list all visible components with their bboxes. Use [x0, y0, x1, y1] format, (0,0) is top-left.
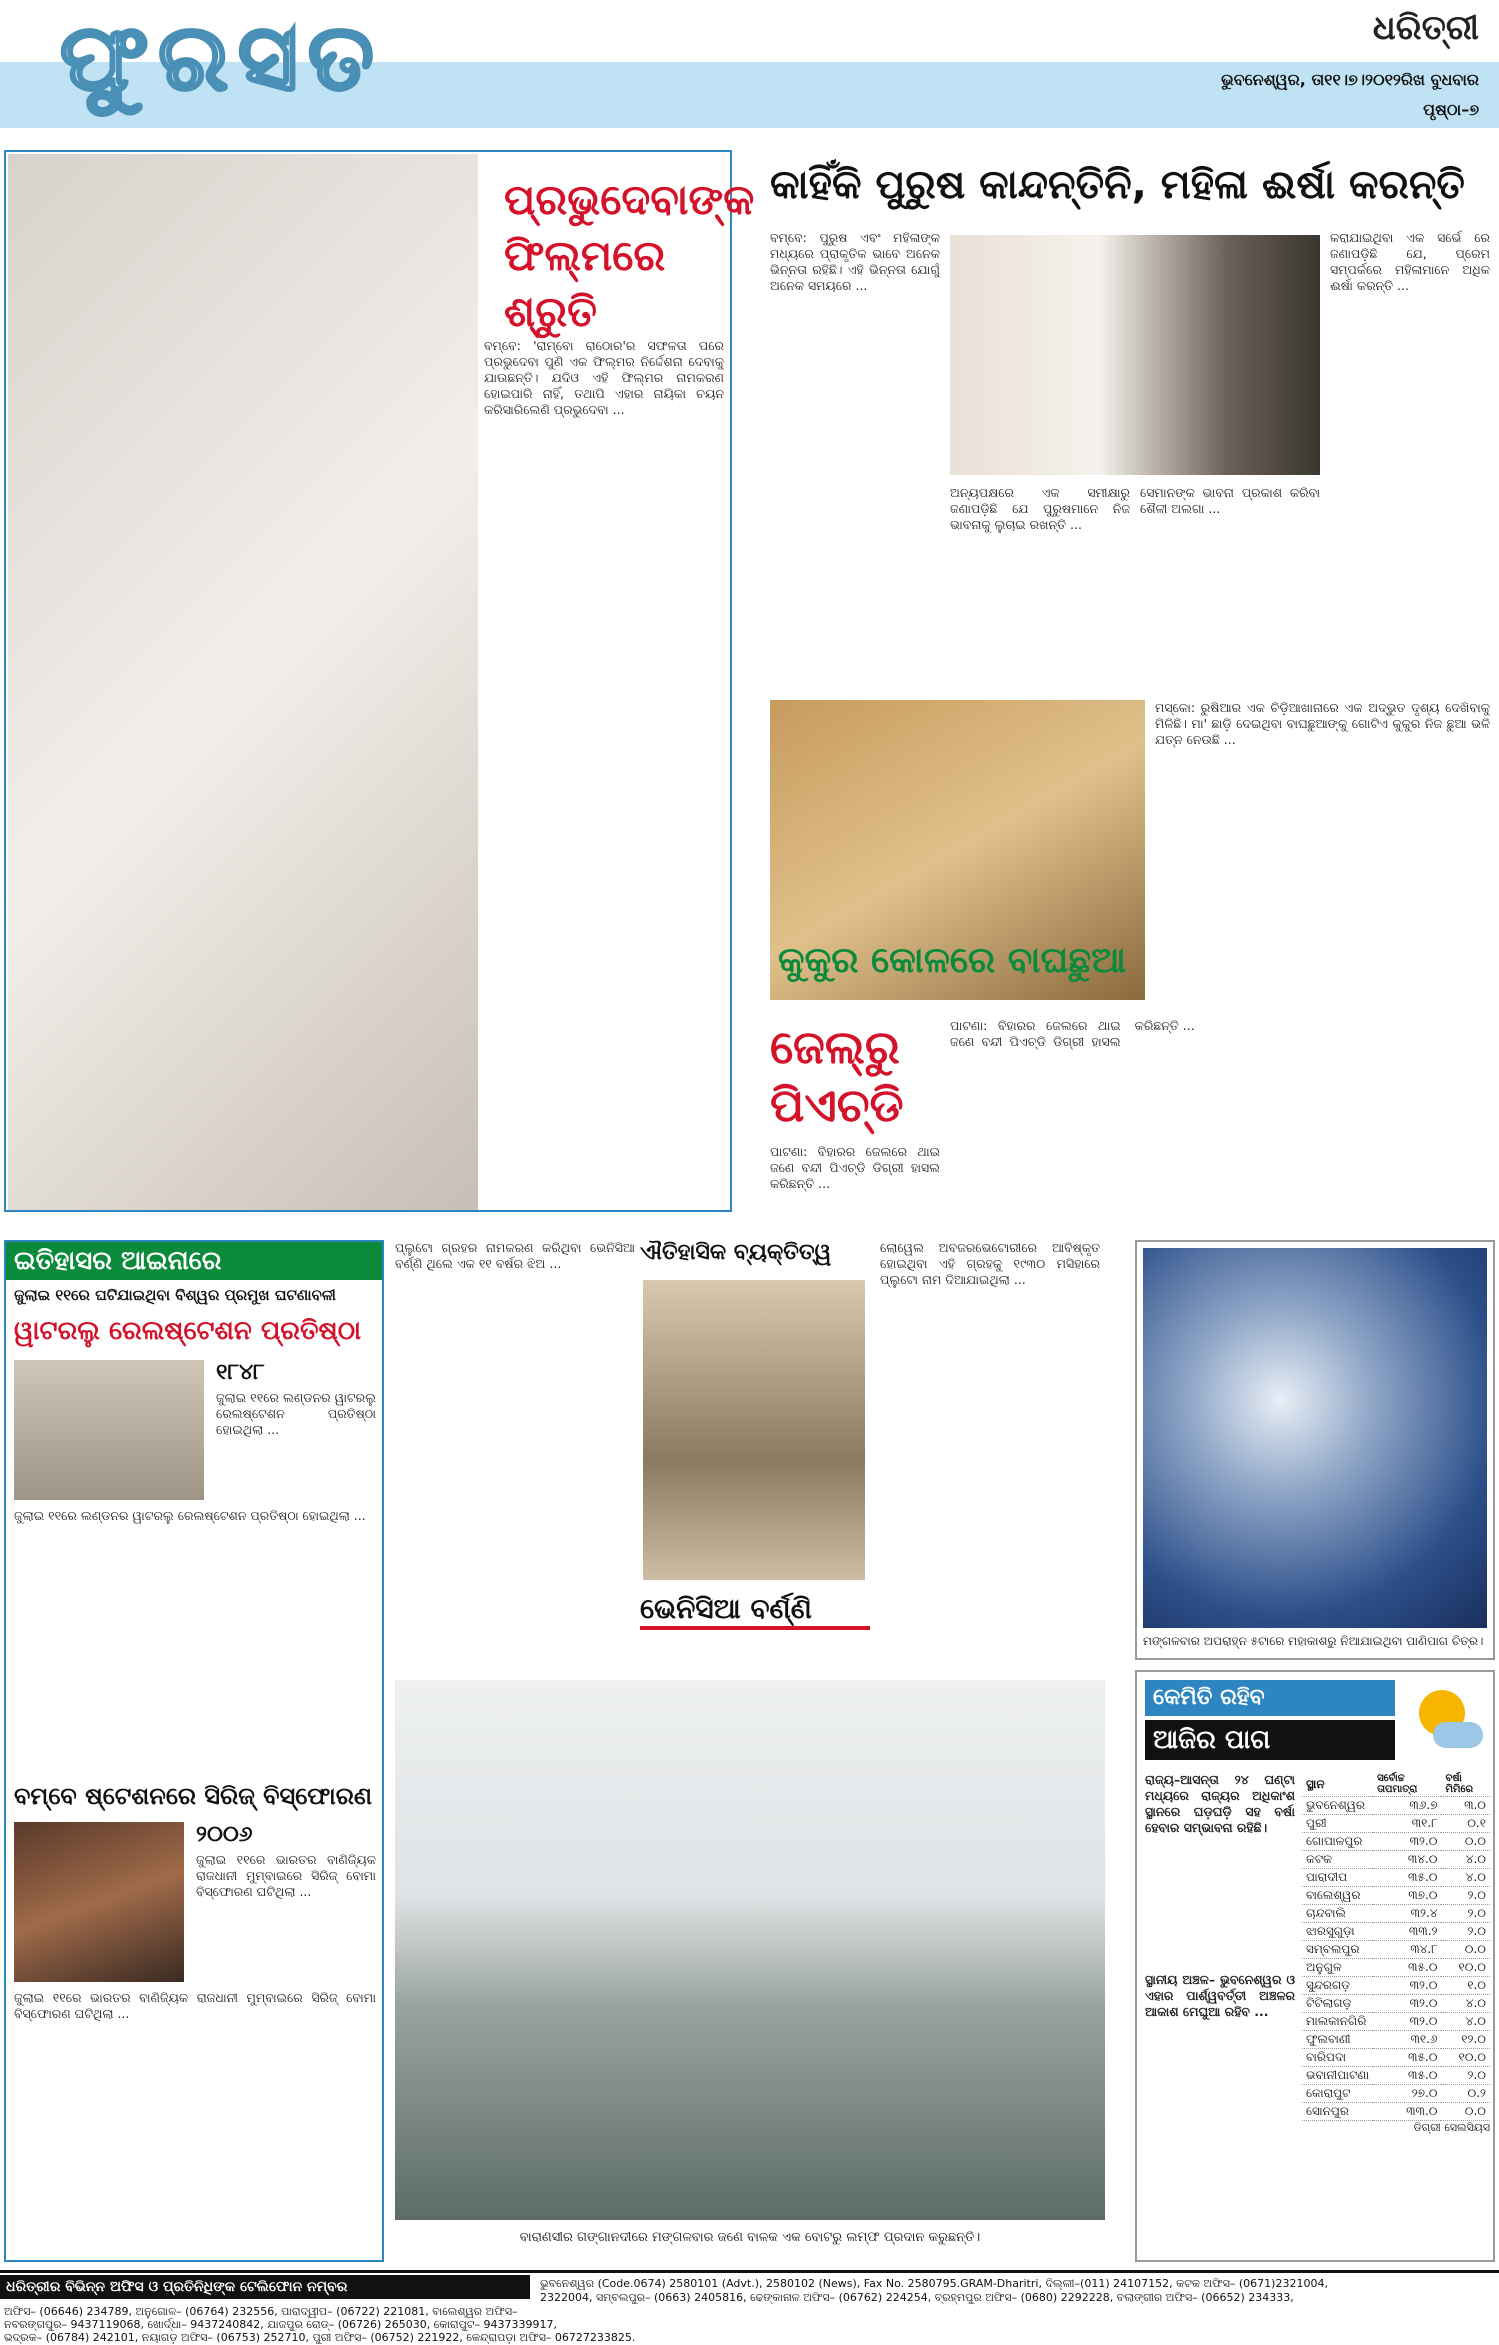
weather-row [1302, 1923, 1490, 1941]
history-item1-year: ୧୮୪୮ [216, 1360, 265, 1385]
weather-intro: ରାଜ୍ୟ–ଆସନ୍ତା ୨୪ ଘଣ୍ଟା ମଧ୍ୟରେ ରାଜ୍ୟର ଅଧିକାଂଶ ସ୍ଥାନରେ ଘଡ଼ଘଡ଼ି ସହ ବର୍ଷା ହେବାର ସମ୍ଭାବନା ରହିଛି। [1145, 1772, 1295, 1835]
venetia-name: ଭେନିସିଆ ବର୍ଣ୍ଣି [640, 1592, 870, 1630]
weather-table-footer: ଡିଗ୍ରୀ ସେଲସିୟସ [1413, 2121, 1490, 2134]
weather-cell-rain: ୧୦.୦ [1441, 1959, 1490, 1977]
weather-cell-rain: ୦.୦ [1441, 1833, 1490, 1851]
waterloo-station-photo [14, 1360, 204, 1500]
history-item1-body: ଜୁଲାଇ ୧୧ରେ ଲଣ୍ଡନର ୱାଟରଲୁ ରେଲଷ୍ଟେଶନ ପ୍ରତିଷ୍ଠା ହୋଇଥିଲା ... [216, 1390, 376, 1437]
lead-col-3: ଅନ୍ୟପକ୍ଷରେ ଏକ ସମୀକ୍ଷାରୁ ଜଣାପଡ଼ିଛି ଯେ ପୁରୁଷମାନେ ନିଜ ଭାବନାକୁ ଲୁଚାଇ ରଖନ୍ତି ... [950, 485, 1130, 532]
weather-row [1302, 1833, 1490, 1851]
weather-cell-place: ବାଲେଶ୍ୱର [1302, 1887, 1373, 1905]
tiger-story [760, 695, 1496, 1005]
weather-row [1302, 2031, 1490, 2049]
weather-row [1302, 2013, 1490, 2031]
weather-row [1302, 1995, 1490, 2013]
weather-cell-temp: ୩୫.୦ [1373, 1869, 1441, 1887]
footer-line-3: ଅଫିସ– (06646) 234789, ଅନୁଗୋଳ– (06764) 232556, ପାରାଦ୍ୱୀପ– (06722) 221081, ବାଲେଶ୍ୱର ଅଫିସ– [4, 2305, 518, 2318]
weather-cell-rain: ୦.୧ [1441, 1815, 1490, 1833]
weather-cell-rain: ୦.୨ [1441, 2085, 1490, 2103]
lead-col-4: ସେମାନଙ୍କ ଭାବନା ପ୍ରକାଶ କରିବା ଶୈଳୀ ଅଲଗା ... [1140, 485, 1320, 516]
satellite-box [1135, 1240, 1495, 1660]
history-item2-body-cont: ଜୁଲାଇ ୧୧ରେ ଭାରତର ବାଣିଜ୍ୟିକ ରାଜଧାନୀ ମୁମ୍ବାଇରେ ସିରିଜ୍ ବୋମା ବିସ୍ଫୋରଣ ଘଟିଥିଲା ... [14, 1990, 376, 2021]
history-item2-year: ୨୦୦୬ [196, 1822, 253, 1847]
col-place: ସ୍ଥାନ [1302, 1772, 1373, 1797]
weather-cell-temp: ୩୪.୮ [1373, 1941, 1441, 1959]
footer-line-1: ଭୁବନେଶ୍ୱର (Code.0674) 2580101 (Advt.), 2580102 (News), Fax No. 2580795.GRAM-Dharitri, ଦିଲ୍ଲୀ–(011) 24107152, କଟକ ଅଫିସ– (0671)2321004, [540, 2277, 1328, 2290]
weather-cell-temp: ୩୫.୦ [1373, 2049, 1441, 2067]
weather-cell-place: ସୁନ୍ଦରଗଡ଼ [1302, 1977, 1373, 1995]
weather-row [1302, 2067, 1490, 2085]
lead-headline: କାହିଁକି ପୁରୁଷ କାନ୍ଦନ୍ତିନି, ମହିଳା ଈର୍ଷା କରନ୍ତି [770, 162, 1465, 208]
weather-row [1302, 2103, 1490, 2121]
weather-cell-place: ଭୁବନେଶ୍ୱର [1302, 1797, 1373, 1815]
weather-cell-place: ପାରାଦୀପ [1302, 1869, 1373, 1887]
weather-cell-place: କୋରାପୁଟ [1302, 2085, 1373, 2103]
footer-line-5: ଭଦ୍ରକ– (06784) 242101, ନୟାଗଡ଼ ଅଫିସ– (06753) 252710, ପୁରୀ ଅଫିସ– (06752) 221922, କେନ୍ଦ୍ରାପଡ଼ା ଅଫିସ– 06727233825. [4, 2331, 636, 2344]
weather-box [1135, 1670, 1495, 2262]
history-item2-body: ଜୁଲାଇ ୧୧ରେ ଭାରତର ବାଣିଜ୍ୟିକ ରାଜଧାନୀ ମୁମ୍ବାଇରେ ସିରିଜ୍ ବୋମା ବିସ୍ଫୋରଣ ଘଟିଥିଲା ... [196, 1852, 376, 1899]
venetia-banner: ଐତିହାସିକ ବ୍ୟକ୍ତିତ୍ୱ [640, 1240, 832, 1265]
weather-cell-temp: ୩୨.୦ [1373, 1995, 1441, 2013]
weather-cell-rain: ୧୨.୦ [1441, 2031, 1490, 2049]
weather-cell-temp: ୩୨.୦ [1373, 1977, 1441, 1995]
weather-banner-1: କେମିତି ରହିବ [1145, 1680, 1395, 1716]
weather-table [1302, 1772, 1490, 2121]
weather-cell-rain: ୨.୦ [1441, 1905, 1490, 1923]
weather-cell-temp: ୨୭.୦ [1373, 2085, 1441, 2103]
shruti-story [4, 150, 755, 1212]
weather-row [1302, 1815, 1490, 1833]
newspaper-brand: ଧରିତ୍ରୀ [1372, 8, 1479, 48]
col-temp: ସର୍ବୋଚ୍ଚ ତାପମାତ୍ରା [1373, 1772, 1441, 1797]
weather-cell-temp: ୩୫.୦ [1373, 2067, 1441, 2085]
shruti-headline [504, 172, 755, 340]
weather-cell-rain: ୧୦.୦ [1441, 2049, 1490, 2067]
jail-headline [770, 1018, 940, 1134]
weather-cell-place: ଗୋପାଳପୁର [1302, 1833, 1373, 1851]
weather-cell-temp: ୩୨.୪ [1373, 1905, 1441, 1923]
weather-cell-rain: ୨.୦ [1441, 1887, 1490, 1905]
weather-cell-temp: ୩୩.୦ [1373, 2103, 1441, 2121]
weather-cell-place: ସମ୍ବଲପୁର [1302, 1941, 1373, 1959]
dateline: ଭୁବନେଶ୍ୱର, ତା୧୧।୭।୨୦୧୨ରିଖ ବୁଧବାର [1221, 70, 1479, 89]
weather-cell-place: ମାଲକାନଗିରି [1302, 2013, 1373, 2031]
lead-col-2: କରାଯାଇଥିବା ଏକ ସର୍ଭେ ରେ ଜଣାପଡ଼ିଛି ଯେ, ପ୍ରେମ ସମ୍ପର୍କରେ ମହିଳାମାନେ ଅଧିକ ଈର୍ଷା କରନ୍ତି ... [1330, 230, 1490, 293]
weather-row [1302, 1977, 1490, 1995]
weather-cell-rain: ୪.୦ [1441, 1995, 1490, 2013]
jail-headline-1: ଜେଲ୍‌ରୁ [770, 1020, 900, 1074]
diving-caption: ବାରାଣସୀର ଗଙ୍ଗାନଦୀରେ ମଙ୍ଗଳବାର ଜଣେ ବାଳକ ଏକ ବୋଟରୁ ଲମ୍ଫ ପ୍ରଦାନ କରୁଛନ୍ତି। [519, 2230, 981, 2245]
jail-body-1: ପାଟଣା: ବିହାରର ଜେଲରେ ଥାଇ ଜଣେ ବନ୍ଦୀ ପିଏଚ୍‌ଡି ଡିଗ୍ରୀ ହାସଲ କରିଛନ୍ତି ... [770, 1144, 940, 1191]
weather-cell-rain: ୪.୦ [1441, 2013, 1490, 2031]
weather-cell-place: ପୁରୀ [1302, 1815, 1373, 1833]
weather-cell-rain: ୧.୦ [1441, 1977, 1490, 1995]
weather-cell-temp: ୩୭.୦ [1373, 1887, 1441, 1905]
weather-row [1302, 1797, 1490, 1815]
jail-headline-2: ପିଏଚ୍‌ଡି [770, 1078, 904, 1132]
footer [0, 2270, 1499, 2344]
weather-cell-temp: ୩୨.୦ [1373, 1833, 1441, 1851]
col-rain: ବର୍ଷା ମିମିରେ [1441, 1772, 1490, 1797]
actress-photo [8, 154, 478, 1210]
sun-cloud-icon [1405, 1680, 1485, 1760]
weather-row [1302, 1869, 1490, 1887]
weather-cell-place: ଟିଟିଲାଗଡ଼ [1302, 1995, 1373, 2013]
venetia-portrait [643, 1280, 865, 1580]
jail-story [760, 1010, 1496, 1210]
history-item1-body-cont: ଜୁଲାଇ ୧୧ରେ ଲଣ୍ଡନର ୱାଟରଲୁ ରେଲଷ୍ଟେଶନ ପ୍ରତିଷ୍ଠା ହୋଇଥିଲା ... [14, 1508, 366, 1523]
venetia-story [395, 1240, 1105, 1670]
shruti-headline-1: ପ୍ରଭୁଦେବାଙ୍କ [504, 175, 755, 224]
weather-cell-place: ସୋନପୁର [1302, 2103, 1373, 2121]
shruti-body: ବମ୍ବେ: 'ରାମ୍ବୋ ରାଠୋର'ର ସଫଳତା ପରେ ପ୍ରଭୁଦେବା ପୁଣି ଏକ ଫିଲ୍ମର ନିର୍ଦ୍ଦେଶନା ଦେବାକୁ ଯାଉଛନ୍ତି। ଯଦିଓ ଏହି ଫିଲ୍ମର ନାମକରଣ ହୋଇପାରି ନାହିଁ, ତଥାପି ଏହାର ନାୟିକା ଚୟନ କରିସାରିଲେଣି ପ୍ରଭୁଦେବା ... [484, 338, 724, 417]
weather-table-wrap [1302, 1772, 1490, 2135]
weather-cell-temp: ୩୧.୮ [1373, 1815, 1441, 1833]
weather-cell-temp: ୩୧.୬ [1373, 2031, 1441, 2049]
weather-cell-place: ଭବାନୀପାଟଣା [1302, 2067, 1373, 2085]
venetia-body-right: ଲୋୱେଲ ଅବଜରଭେଟୋରୀରେ ଆବିଷ୍କୃତ ହୋଇଥିବା ଏହି ଗ୍ରହକୁ ୧୯୩୦ ମସିହାରେ ପ୍ଲୁଟୋ ନାମ ଦିଆଯାଇଥିଲା ... [880, 1240, 1100, 1287]
satellite-caption: ମଙ୍ଗଳବାର ଅପରାହ୍ନ ୫ଟାରେ ମହାକାଶରୁ ନିଆଯାଇଥିବା ପାଣିପାଗ ଚିତ୍ର। [1143, 1634, 1484, 1648]
weather-cell-temp: ୩୪.୦ [1373, 1851, 1441, 1869]
page-number: ପୃଷ୍ଠା–୭ [1423, 100, 1479, 119]
blast-photo [14, 1822, 184, 1982]
weather-cell-place: ଅନୁଗୁଳ [1302, 1959, 1373, 1977]
section-title: ଫୁରସତ [60, 4, 384, 111]
lead-col-1: ବମ୍ବେ: ପୁରୁଷ ଏବଂ ମହିଳାଙ୍କ ମଧ୍ୟରେ ପ୍ରାକୃତିକ ଭାବେ ଅନେକ ଭିନ୍ନତା ରହିଛି। ଏହି ଭିନ୍ନତା ଯୋଗୁଁ ଅନେକ ସମୟରେ ... [770, 230, 940, 293]
weather-row [1302, 1851, 1490, 1869]
history-item1-headline: ୱାଟରଲୁ ରେଲଷ୍ଟେଶନ ପ୍ରତିଷ୍ଠା [14, 1316, 362, 1346]
history-subtitle: ଜୁଲାଇ ୧୧ରେ ଘଟିଯାଇଥିବା ବିଶ୍ୱର ପ୍ରମୁଖ ଘଟଣାବଳୀ [14, 1286, 336, 1304]
weather-cell-temp: ୩୬.୭ [1373, 1797, 1441, 1815]
weather-cell-place: କଟକ [1302, 1851, 1373, 1869]
weather-cell-rain: ୨.୦ [1441, 1923, 1490, 1941]
weather-cell-rain: ୪.୦ [1441, 1869, 1490, 1887]
weather-cell-rain: ୪.୦ [1441, 1851, 1490, 1869]
lead-story [760, 150, 1496, 690]
weather-cell-rain: ୨.୦ [1441, 2067, 1490, 2085]
weather-cell-rain: ୦.୦ [1441, 2103, 1490, 2121]
weather-row [1302, 1905, 1490, 1923]
diving-story [395, 1680, 1105, 2265]
weather-cell-rain: ୩.୦ [1441, 1797, 1490, 1815]
weather-cell-temp: ୩୫.୦ [1373, 1959, 1441, 1977]
weather-row [1302, 1959, 1490, 1977]
weather-row [1302, 2085, 1490, 2103]
weather-cell-rain: ୦.୦ [1441, 1941, 1490, 1959]
weather-cell-temp: ୩୨.୦ [1373, 2013, 1441, 2031]
weather-row [1302, 1941, 1490, 1959]
weather-cell-place: ଝାରସୁଗୁଡ଼ା [1302, 1923, 1373, 1941]
weather-cell-temp: ୩୩.୨ [1373, 1923, 1441, 1941]
couple-photo [950, 235, 1320, 475]
masthead [0, 0, 1499, 140]
footer-label: ଧରିତ୍ରୀର ବିଭିନ୍ନ ଅଫିସ ଓ ପ୍ରତିନିଧିଙ୍କ ଟେଲିଫୋନ ନମ୍ବର [0, 2275, 530, 2299]
footer-line-4: ନବରଙ୍ଗପୁର– 9437119068, ଖୋର୍ଦ୍ଧା– 9437240842, ଯାଜପୁର ରୋଡ୍– (06726) 265030, କୋରାପୁଟ– 9437339917, [4, 2318, 558, 2331]
weather-banner-2: ଆଜିର ପାଗ [1145, 1720, 1395, 1760]
footer-line-2: 2322004, ସମ୍ବଲପୁର– (0663) 2405816, ଢେଙ୍କାନାଳ ଅଫିସ– (06762) 224254, ବ୍ରହ୍ମପୁର ଅଫିସ– (0680) 2292228, ବଲାଙ୍ଗୀର ଅଫିସ– (06652) 234333, [540, 2291, 1294, 2304]
weather-cell-place: ଚାନ୍ଦବାଲି [1302, 1905, 1373, 1923]
weather-local: ସ୍ଥାନୀୟ ଅଞ୍ଚଳ– ଭୁବନେଶ୍ୱର ଓ ଏହାର ପାର୍ଶ୍ୱବର୍ତ୍ତୀ ଅଞ୍ଚଳର ଆକାଶ ମେଘୁଆ ରହିବ ... [1145, 1972, 1295, 2019]
diving-photo [395, 1680, 1105, 2220]
weather-row [1302, 2049, 1490, 2067]
history-box [4, 1240, 384, 2262]
satellite-image [1143, 1248, 1487, 1628]
shruti-headline-2: ଫିଲ୍ମରେ ଶ୍ରୁତି [504, 231, 666, 336]
jail-body-2: ପାଟଣା: ବିହାରର ଜେଲରେ ଥାଇ ଜଣେ ବନ୍ଦୀ ପିଏଚ୍‌ଡି ଡିଗ୍ରୀ ହାସଲ କରିଛନ୍ତି ... [950, 1018, 1195, 1049]
weather-table-header [1302, 1772, 1490, 1797]
weather-cell-place: ବାରିପଦା [1302, 2049, 1373, 2067]
history-item2-headline: ବମ୍ବେ ଷ୍ଟେଶନରେ ସିରିଜ୍ ବିସ୍ଫୋରଣ [14, 1782, 373, 1810]
weather-row [1302, 1887, 1490, 1905]
history-banner: ଇତିହାସର ଆଇନାରେ [6, 1242, 382, 1280]
tiger-headline: କୁକୁର କୋଳରେ ବାଘଛୁଆ [778, 940, 1127, 981]
venetia-body-left: ପ୍ଲୁଟୋ ଗ୍ରହର ନାମକରଣ କରିଥିବା ଭେନିସିଆ ବର୍ଣ୍ଣି ଥିଲେ ଏକ ୧୧ ବର୍ଷର ଝିଅ ... [395, 1240, 635, 1271]
tiger-body: ମସ୍କୋ: ରୁଷିଆର ଏକ ଚିଡ଼ିଆଖାନାରେ ଏକ ଅଦ୍ଭୁତ ଦୃଶ୍ୟ ଦେଖିବାକୁ ମିଳିଛି। ମା' ଛାଡ଼ି ଦେଇଥିବା ବାଘଛୁଆଙ୍କୁ ଗୋଟିଏ କୁକୁର ନିଜ ଛୁଆ ଭଳି ଯତ୍ନ ନେଉଛି ... [1155, 700, 1490, 747]
weather-cell-place: ଫୁଲବାଣୀ [1302, 2031, 1373, 2049]
